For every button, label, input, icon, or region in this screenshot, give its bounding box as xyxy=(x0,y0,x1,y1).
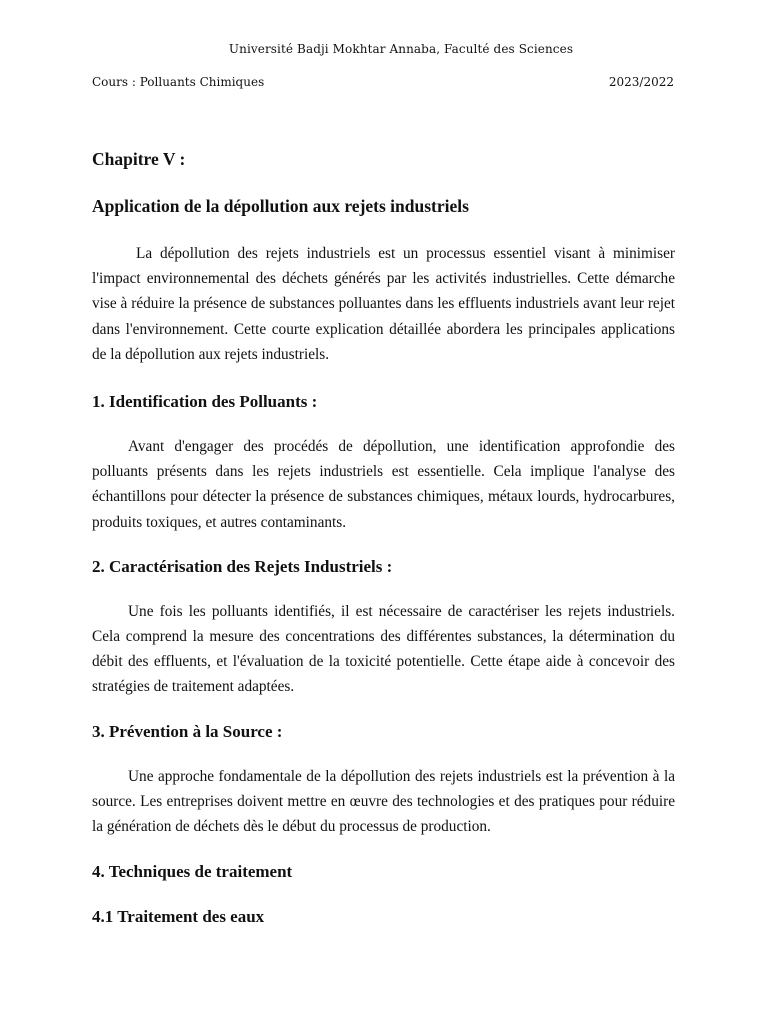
course-name: Cours : Polluants Chimiques xyxy=(92,75,265,89)
section-paragraph-identification: Avant d'engager des procédés de dépollution, une identification approfondie des polluants présents dans les rejets industriels est essentielle. Cela implique l'analyse des échantillons pour détecter la présence de substances chimiques, métaux lourds, hydrocarbures, produits toxiques, et autres contaminants. xyxy=(92,438,675,531)
academic-year: 2023/2022 xyxy=(608,75,674,89)
section-heading-identification: 1. Identification des Polluants : xyxy=(92,392,318,412)
section-heading-techniques: 4. Techniques de traitement xyxy=(92,862,293,882)
document-body xyxy=(92,147,675,929)
section-heading-caracterisation: 2. Caractérisation des Rejets Industriels : xyxy=(92,556,393,576)
chapter-title: Application de la dépollution aux rejets industriels xyxy=(92,196,469,216)
section-paragraph-caracterisation: Une fois les polluants identifiés, il est nécessaire de caractériser les rejets industriels. Cela comprend la mesure des concentrations des différentes substances, la détermination du débit des effluents, et l'évaluation de la toxicité potentielle. Cette étape aide à concevoir des stratégies de traitement adaptées. xyxy=(92,602,675,696)
page-header-institution: Université Badji Mokhtar Annaba, Faculté des Sciences xyxy=(228,42,574,56)
chapter-heading: Chapitre V : xyxy=(92,149,186,169)
section-heading-prevention: 3. Prévention à la Source : xyxy=(92,721,283,741)
subsection-heading-traitement-eaux: 4.1 Traitement des eaux xyxy=(92,907,265,927)
page-header-row xyxy=(92,75,674,89)
intro-paragraph: La dépollution des rejets industriels est un processus essentiel visant à minimiser l'impact environnemental des déchets générés par les activités industrielles. Cette démarche vise à réduire la présence de substances polluantes dans les effluents industriels avant leur rejet dans l'environnement. Cette courte explication détaillée abordera les principales applications de la dépollution aux rejets industriels. xyxy=(92,245,675,363)
section-paragraph-prevention: Une approche fondamentale de la dépollution des rejets industriels est la prévention à la source. Les entreprises doivent mettre en œuvre des technologies et des pratiques pour réduire la génération de déchets dès le début du processus de production. xyxy=(92,767,675,836)
